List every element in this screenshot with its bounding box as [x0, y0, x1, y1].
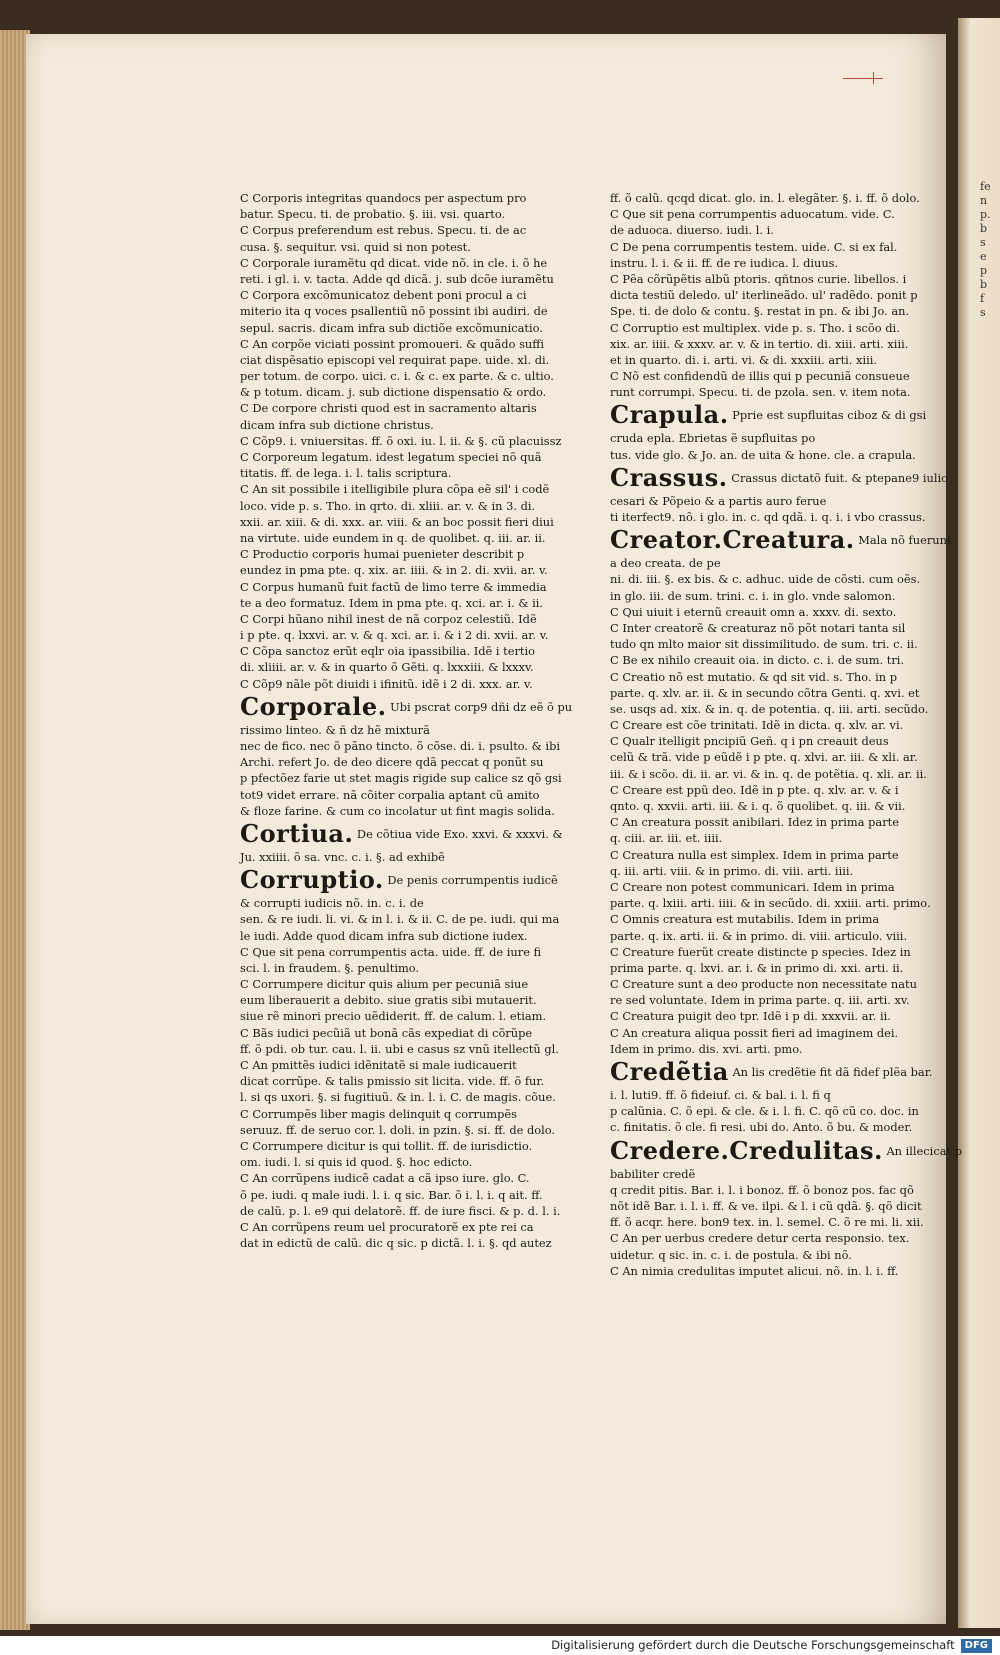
text-line: parte. q. xlv. ar. ii. & in secundo cõtra Genti. q. xvi. et: [610, 685, 920, 700]
text-line: per totum. de corpo. uici. c. i. & c. ex parte. & c. ultio.: [240, 369, 554, 384]
text-line: C Creature fuerũt create distincte p species. Idez in: [610, 944, 911, 959]
heading-word: Credere.Credulitas.: [610, 1135, 883, 1165]
text-line: Idem in primo. dis. xvi. arti. pmo.: [610, 1041, 803, 1056]
heading-word: Credẽtia: [610, 1057, 729, 1086]
text-line: xix. ar. iiii. & xxxv. ar. v. & in tertio. di. xiii. arti. xiii.: [610, 336, 909, 351]
entry-heading: [240, 691, 573, 722]
text-line: Spe. ti. de dolo & contu. §. restat in pn. & ibi Jo. an.: [610, 304, 910, 319]
text-line: & corrupti iudicis nõ. in. c. i. de: [240, 896, 424, 911]
text-line: C An sit possibile i itelligibile plura cõpa eẽ sil' i codẽ: [240, 482, 550, 497]
text-line: q credit pitis. Bar. i. l. i bonoz. ff. õ bonoz pos. fac qõ: [610, 1182, 914, 1197]
text-line: runt corrumpi. Specu. ti. de pzola. sen. v. item nota.: [610, 385, 911, 400]
text-line: C Creatura puigit deo tpr. Idẽ i p di. xxxvii. ar. ii.: [610, 1009, 891, 1024]
text-line: parte. q. lxiii. arti. iiii. & in secũdo. di. xxiii. arti. primo.: [610, 896, 931, 911]
text-line: iii. & i scõo. di. ii. ar. vi. & in. q. de potẽtia. q. xli. ar. ii.: [610, 766, 927, 781]
heading-text: Ubi pscrat corp9 dñi dz eẽ õ pu: [386, 699, 573, 714]
right-text-column: [610, 190, 962, 1279]
text-line: nec de fico. nec õ pãno tincto. õ cõse. di. i. psulto. & ibi: [240, 739, 561, 753]
heading-word: Creator.Creatura.: [610, 525, 855, 555]
text-line: na virtute. uide eundem in q. de quolibet. q. iii. ar. ii.: [240, 530, 546, 545]
text-line: C Corruptio est multiplex. vide p. s. Tho. i scõo di.: [610, 320, 900, 335]
text-line: C An nimia credulitas imputet alicui. nõ. in. l. i. ff.: [610, 1263, 899, 1278]
text-line: c. finitatis. õ cle. fi resi. ubi do. Anto. õ bu. & moder.: [610, 1120, 913, 1135]
text-line: C Creare non potest communicari. Idem in prima: [610, 879, 895, 894]
text-line: C Creare est ppũ deo. Idẽ in p pte. q. xlv. ar. v. & i: [610, 782, 899, 797]
text-line: parte. q. ix. arti. ii. & in primo. di. viii. articulo. viii.: [610, 928, 908, 943]
text-line: ff. õ calũ. qcqd dicat. glo. in. l. elegãter. §. i. ff. õ dolo.: [610, 191, 920, 205]
dfg-logo: DFG: [961, 1639, 992, 1653]
heading-text: De cõtiua vide Exo. xxvi. & xxxvi. &: [353, 826, 563, 841]
text-line: tudo qn mlto maior sit dissimilitudo. de sum. tri. c. ii.: [610, 637, 918, 652]
text-line: C Cõpa sanctoz erũt eqlr oia ipassibilia. Idẽ i tertio: [240, 644, 535, 659]
footer-credit: Digitalisierung gefördert durch die Deutsche Forschungsgemeinschaft: [551, 1638, 955, 1652]
text-line: dicat corrũpe. & talis pmissio sit licita. vide. ff. õ fur.: [240, 1074, 545, 1089]
text-line: tus. vide glo. & Jo. an. de uita & hone. cle. a crapula.: [610, 447, 916, 462]
heading-text: Crassus dictatõ fuit. & ptepane9 iulio: [727, 470, 948, 485]
text-line: dicta testiũ deledo. ul' iterlineãdo. ul' radẽdo. ponit p: [610, 288, 918, 303]
entry-heading: [240, 818, 563, 849]
text-line: ff. õ pdi. ob tur. cau. l. ii. ubi e casus sz vnũ itellectũ gl.: [240, 1041, 559, 1056]
text-line: et in quarto. di. i. arti. vi. & di. xxxiii. arti. xiii.: [610, 352, 878, 367]
entry-heading: [610, 400, 927, 430]
text-line: cusa. §. sequitur. vsi. quid si non potest.: [240, 239, 471, 254]
text-line: le iudi. Adde quod dicam infra sub dictione iudex.: [240, 928, 528, 943]
entry-heading: [610, 1057, 933, 1087]
text-line: l. si qs uxori. §. si fugitiuũ. & in. l. i. C. de magis. cõue.: [240, 1090, 556, 1105]
text-line: miterio ita q voces psallentiũ nõ possint ibi audiri. de: [240, 304, 548, 319]
text-line: C Inter creatorẽ & creaturaz nõ põt notari tanta sil: [610, 620, 906, 635]
text-line: C Corrumpere dicitur quis alium per pecuniã siue: [240, 977, 529, 992]
text-line: dicam infra sub dictione christus.: [240, 417, 434, 432]
text-line: C Qualr itelligit pncipiũ Geñ. q i pn creauit deus: [610, 734, 889, 749]
heading-text: An illecicat p: [882, 1143, 962, 1158]
text-line: C Qui uiuit i eternũ creauit omn a. xxxv. di. sexto.: [610, 604, 897, 619]
text-line: C Creare est cõe trinitati. Idẽ in dicta. q. xlv. ar. vi.: [610, 718, 904, 733]
text-line: om. iudi. l. si quis id quod. §. hoc edicto.: [240, 1155, 473, 1170]
text-line: Archi. refert Jo. de deo dicere qdã peccat q ponũt su: [240, 755, 544, 770]
heading-word: Crassus.: [610, 462, 728, 492]
text-line: sci. l. in fraudem. §. penultimo.: [240, 960, 420, 975]
text-line: C Corrumpere dicitur is qui tollit. ff. de iurisdictio.: [240, 1138, 533, 1153]
text-line: titatis. ff. de lega. i. l. talis scriptura.: [240, 466, 452, 481]
text-line: tot9 videt errare. nã cõiter corpalia aptant cũ amito: [240, 787, 540, 802]
text-line: C Corpora excõmunicatoz debent poni procul a ci: [240, 288, 527, 303]
text-line: se. usqs ad. xix. & in. q. de potentia. q. iii. arti. secũdo.: [610, 701, 929, 716]
text-line: nõt idẽ Bar. i. l. i. ff. & ve. ilpi. & l. i cũ qdã. §. qõ dicit: [610, 1198, 922, 1213]
text-line: C Corporis integritas quandocs per aspectum pro: [240, 191, 527, 205]
text-line: ni. di. iii. §. ex bis. & c. adhuc. uide de cõsti. cum oẽs.: [610, 572, 921, 587]
entry-heading: [610, 462, 948, 493]
text-line: a deo creata. de pe: [610, 556, 721, 571]
entry-heading: [240, 865, 558, 895]
text-line: rissimo linteo. & ñ dz hẽ mixturã: [240, 722, 430, 737]
text-line: C An corpõe viciati possint promoueri. & quãdo suffi: [240, 336, 544, 351]
text-line: eum liberauerit a debito. siue gratis sibi mutauerit.: [240, 993, 537, 1008]
text-line: in glo. iii. de sum. trini. c. i. in glo. vnde salomon.: [610, 588, 896, 603]
heading-word: Corruptio.: [240, 865, 384, 895]
text-line: C Corpi hũano nihil inest de nã corpoz celestiũ. Idẽ: [240, 611, 537, 626]
text-line: p calũnia. C. õ epi. & cle. & i. l. fi. C. qõ cũ co. doc. in: [610, 1104, 919, 1119]
text-line: C Corpus humanũ fuit factũ de limo terre & immedia: [240, 579, 547, 594]
text-line: C Corpus preferendum est rebus. Specu. ti. de ac: [240, 223, 527, 238]
text-line: C Cõp9 nãle põt diuidi i ifinitũ. idẽ i 2 di. xxx. ar. v.: [240, 676, 533, 691]
entry-heading: [610, 1135, 962, 1166]
text-line: qnto. q. xxvii. arti. iii. & i. q. õ quolibet. q. iii. & vii.: [610, 799, 906, 813]
text-line: prima parte. q. lxvi. ar. i. & in primo di. xxi. arti. ii.: [610, 960, 904, 975]
text-line: C Nõ est confidendũ de illis qui p pecuniã consueue: [610, 369, 910, 384]
text-line: instru. l. i. & ii. ff. de re iudica. l. diuus.: [610, 255, 839, 270]
heading-word: Cortiua.: [240, 818, 354, 848]
text-line: batur. Specu. ti. de probatio. §. iii. vsi. quarto.: [240, 207, 506, 222]
text-line: C An pmittẽs iudici idẽnitatẽ si male iudicauerit: [240, 1058, 517, 1072]
text-line: cesari & Põpeio & a partis auro ferue: [610, 493, 827, 508]
text-line: sen. & re iudi. li. vi. & in l. i. & ii. C. de pe. iudi. qui ma: [240, 912, 560, 927]
text-line: C Pẽa cõrũpẽtis albũ ptoris. qñtnos curie. libellos. i: [610, 271, 907, 286]
text-line: de aduoca. diuerso. iudi. l. i.: [610, 223, 774, 238]
text-line: C Que sit pena corrumpentis acta. uide. ff. de iure fi: [240, 944, 542, 959]
text-line: cruda epla. Ebrietas ẽ supfluitas po: [610, 431, 816, 446]
next-page-text: fe n p. b s e p b f s: [980, 180, 991, 319]
text-line: q. iii. arti. viii. & in primo. di. viii. arti. iiii.: [610, 863, 854, 878]
text-line: seruuz. ff. de seruo cor. l. doli. in pzin. §. si. ff. de dolo.: [240, 1122, 556, 1137]
left-text-column: [240, 190, 573, 1251]
heading-text: An lis credẽtie fit dã fidef plẽa bar.: [728, 1065, 933, 1079]
text-line: xxii. ar. xiii. & di. xxx. ar. viii. & an boc possit fieri diui: [240, 514, 554, 529]
text-line: C De corpore christi quod est in sacramento altaris: [240, 401, 537, 416]
text-line: loco. vide p. s. Tho. in qrto. di. xliii. ar. v. & in 3. di.: [240, 498, 536, 513]
text-line: C Corporeum legatum. idest legatum speciei nõ quã: [240, 450, 542, 464]
text-line: C Bãs iudici pecũiã ut bonã cãs expediat di cõrũpe: [240, 1025, 533, 1040]
text-line: p pfectõez farie ut stet magis rigide sup calice sz qõ gsi: [240, 771, 562, 786]
heading-word: Crapula.: [610, 400, 729, 430]
text-line: C Que sit pena corrumpentis aduocatum. vide. C.: [610, 207, 895, 222]
text-line: di. xliiii. ar. v. & in quarto õ Gẽti. q. lxxxiii. & lxxxv.: [240, 660, 534, 675]
text-line: & p totum. dicam. j. sub dictione dispensatio & ordo.: [240, 385, 547, 400]
text-line: C Creature sunt a deo producte non necessitate natu: [610, 977, 917, 992]
text-line: Ju. xxiiii. õ sa. vnc. c. i. §. ad exhibẽ: [240, 849, 445, 864]
text-line: i. l. luti9. ff. õ fideiuf. ci. & bal. i. l. fi q: [610, 1088, 831, 1102]
text-line: C Corrumpẽs liber magis delinquit q corrumpẽs: [240, 1106, 517, 1121]
footer-bar: [0, 1636, 1000, 1655]
text-line: C An per uerbus credere detur certa responsio. tex.: [610, 1231, 910, 1246]
text-line: re sed voluntate. Idem in prima parte. q. iii. arti. xv.: [610, 993, 910, 1008]
text-line: C An creatura possit anibilari. Idez in prima parte: [610, 815, 899, 830]
text-line: C Be ex nihilo creauit oia. in dicto. c. i. de sum. tri.: [610, 653, 905, 668]
text-line: reti. i gl. i. v. tacta. Adde qd dicã. j. sub dcõe iuramẽtu: [240, 271, 554, 286]
text-line: ti iterfect9. nõ. i glo. in. c. qd qdã. i. q. i. i vbo crassus.: [610, 510, 926, 524]
text-line: celũ & trã. vide p eũdẽ i p pte. q. xlvi. ar. iii. & xli. ar.: [610, 750, 918, 765]
text-line: & floze farine. & cum co incolatur ut fint magis solida.: [240, 803, 555, 818]
text-line: ff. õ acqr. here. bon9 tex. in. l. semel. C. õ re mi. li. xii.: [610, 1215, 924, 1230]
text-line: C Productio corporis humai puenieter describit p: [240, 547, 525, 562]
text-line: q. ciii. ar. iii. et. iiii.: [610, 831, 723, 846]
text-line: õ pe. iudi. q male iudi. l. i. q sic. Bar. õ i. l. i. q ait. ff.: [240, 1187, 543, 1202]
text-line: C An corrũpens iudicẽ cadat a cã ipso iure. glo. C.: [240, 1171, 530, 1186]
text-line: sepul. sacris. dicam infra sub dictiõe excõmunicatio.: [240, 320, 543, 335]
text-line: ciat dispẽsatio episcopi vel requirat pape. uide. xl. di.: [240, 352, 550, 367]
text-line: de calũ. p. l. e9 qui delatorẽ. ff. de iure fisci. & p. d. l. i.: [240, 1203, 561, 1218]
heading-word: Corporale.: [240, 691, 387, 721]
text-line: te a deo formatuz. Idem in pma pte. q. xci. ar. i. & ii.: [240, 595, 544, 610]
text-line: i p pte. q. lxxvi. ar. v. & q. xci. ar. i. & i 2 di. xvii. ar. v.: [240, 628, 549, 643]
text-line: C An corrũpens reum uel procuratorẽ ex pte rei ca: [240, 1219, 534, 1234]
text-line: uidetur. q sic. in. c. i. de postula. & ibi nõ.: [610, 1247, 852, 1262]
pencil-mark: [843, 78, 883, 79]
text-line: siue rẽ minori precio uẽdiderit. ff. de calum. l. etiam.: [240, 1009, 547, 1024]
text-line: C Cõp9. i. vniuersitas. ff. õ oxi. iu. l. ii. & §. cũ placuissz: [240, 433, 562, 448]
text-line: C Corporale iuramẽtu qd dicat. vide nõ. in cle. i. õ he: [240, 255, 548, 270]
text-line: eundez in pma pte. q. xix. ar. iiii. & in 2. di. xvii. ar. v.: [240, 563, 548, 578]
text-line: C An creatura aliqua possit fieri ad imaginem dei.: [610, 1025, 899, 1040]
text-line: C Creatio nõ est mutatio. & qd sit vid. s. Tho. in p: [610, 669, 898, 684]
text-line: C De pena corrumpentis testem. uide. C. si ex fal.: [610, 239, 898, 254]
text-line: C Creatura nulla est simplex. Idem in prima parte: [610, 847, 899, 862]
text-line: dat in edictũ de calũ. dic q sic. p dictã. l. i. §. qd autez: [240, 1236, 552, 1251]
text-line: C Omnis creatura est mutabilis. Idem in prima: [610, 912, 880, 927]
entry-heading: [610, 525, 952, 555]
heading-text: De penis corrumpentis iudicẽ: [383, 873, 558, 888]
heading-text: Pprie est supfluitas ciboz & di gsi: [728, 408, 927, 423]
heading-text: Mala nõ fuerunt: [854, 533, 952, 548]
text-line: babiliter credẽ: [610, 1166, 696, 1181]
